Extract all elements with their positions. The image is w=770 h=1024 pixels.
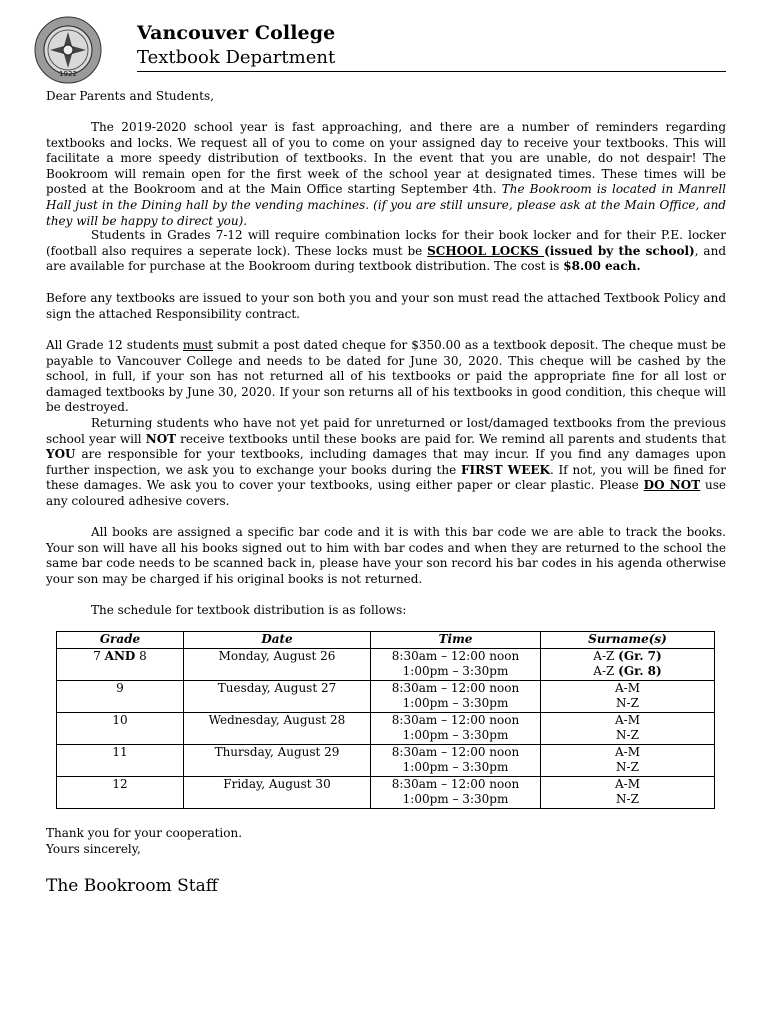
surname-grade: (Gr. 7) (618, 648, 662, 663)
time-afternoon: 1:00pm – 3:30pm (402, 760, 509, 774)
school-name: Vancouver College (137, 22, 336, 44)
time-cell (371, 744, 541, 776)
paragraph-5 (46, 416, 726, 510)
paragraph-4 (46, 338, 726, 416)
seal-year: 1922 (59, 70, 77, 78)
paragraph-6: All books are assigned a specific bar code and it is with this bar code we are able to track the books. Your son will have all his books signed out to him with bar codes and when they are returned to the school the same bar code needs to be scanned back in, please have your son record his bar codes in his agenda otherwise your son may be charged if his original books is not returned. (46, 525, 726, 586)
header-time: Time (371, 632, 541, 649)
p5-text-i: use any coloured adhesive covers. (46, 478, 727, 508)
signoff (46, 825, 242, 857)
p2-text-d: , and are available for purchase at the Bookroom during textbook distribution. The cost is (46, 243, 727, 274)
header-grade: Grade (57, 632, 184, 649)
paragraph-3: Before any textbooks are issued to your son both you and your son must read the attached Textbook Policy and sign the attached Responsibility contract. (46, 291, 726, 321)
time-afternoon: 1:00pm – 3:30pm (402, 664, 509, 678)
yours-line: Yours sincerely, (46, 842, 141, 856)
surname-line-2: N-Z (616, 728, 639, 742)
distribution-schedule-table (56, 631, 715, 809)
time-morning: 8:30am – 12:00 noon (391, 648, 520, 663)
p2-school-locks: SCHOOL LOCKS (427, 243, 545, 258)
time-cell (371, 712, 541, 744)
time-cell (371, 776, 541, 808)
header-date: Date (184, 632, 371, 649)
p4-text-a: All Grade 12 students (46, 338, 183, 352)
p2-text-a: Students in Grades 7-12 will require combination locks for their book locker and for their P.E. locker (football also requires a seperate lock). These locks must be (46, 228, 726, 258)
grade-cell (57, 648, 184, 680)
p5-text-a: Returning students who have not yet paid for unreturned or lost/damaged textbooks from the previous school year will (46, 416, 726, 446)
table-row (57, 648, 715, 680)
date-cell: Friday, August 30 (184, 776, 371, 808)
table-header-row (57, 632, 715, 649)
p5-text-e: are responsible for your textbooks, including damages that may incur. If you find any damages upon further inspection, we ask you to exchange your books during the (46, 447, 726, 477)
surname-range: A-Z (593, 648, 619, 663)
date-cell: Monday, August 26 (184, 648, 371, 680)
surname-line-1: A-M (614, 776, 640, 791)
surname-range: A-Z (593, 664, 619, 678)
date-cell: Tuesday, August 27 (184, 680, 371, 712)
surname-line-1 (543, 649, 712, 665)
paragraph-2 (46, 228, 726, 275)
surname-line-2 (543, 664, 712, 680)
time-afternoon: 1:00pm – 3:30pm (402, 696, 509, 710)
surname-cell (541, 744, 715, 776)
surname-line-1: A-M (614, 712, 640, 727)
time-morning: 8:30am – 12:00 noon (391, 776, 520, 791)
surname-cell (541, 712, 715, 744)
school-seal-icon (34, 16, 102, 84)
surname-line-1: A-M (614, 744, 640, 759)
time-cell (371, 648, 541, 680)
grade-cell: 12 (57, 776, 184, 808)
time-cell (371, 680, 541, 712)
surname-cell (541, 680, 715, 712)
surname-grade: (Gr. 8) (618, 664, 662, 678)
header-surnames: Surname(s) (541, 632, 715, 649)
header-rule (137, 71, 726, 72)
p4-text-c: submit a post dated cheque for $350.00 as a textbook deposit. The cheque must be payable to Vancouver College and needs to be dated for June 30, 2020. This cheque will be cashed by the school, in full, if your son has not returned all of his textbooks or paid the appropriate fine for all lost or damaged textbooks by June 30, 2020. If your son returns all of his textbooks in good condition, this cheque will be destroyed. (46, 338, 726, 415)
grade-8: 8 (135, 648, 147, 663)
surname-line-2: N-Z (616, 760, 639, 774)
p5-first-week: FIRST WEEK (460, 462, 550, 477)
grade-cell: 11 (57, 744, 184, 776)
surname-line-2: N-Z (616, 792, 639, 806)
p1-italic: The Bookroom is located in Manrell Hall just in the Dining hall by the vending machines. (if you are still unsure, please ask at the Main Office, and they will be happy to direct you). (46, 182, 726, 228)
date-cell: Thursday, August 29 (184, 744, 371, 776)
time-morning: 8:30am – 12:00 noon (391, 712, 520, 727)
time-afternoon: 1:00pm – 3:30pm (402, 728, 509, 742)
p5-not: NOT (145, 431, 177, 446)
p1-text: The 2019-2020 school year is fast approaching, and there are a number of reminders regarding textbooks and locks. We request all of you to come on your assigned day to receive your textbooks. This will facilitate a more speedy distribution of textbooks. In the event that you are unable, do not despair! The Bookroom will remain open for the first week of the school year at designated times. These times will be posted at the Bookroom and at the Main Office starting September 4th. (46, 120, 726, 197)
time-afternoon: 1:00pm – 3:30pm (402, 792, 509, 806)
grade-7: 7 (93, 648, 105, 663)
time-morning: 8:30am – 12:00 noon (391, 680, 520, 695)
p4-must: must (182, 338, 213, 352)
thanks-line: Thank you for your cooperation. (46, 826, 243, 840)
table-row (57, 712, 715, 744)
grade-cell: 10 (57, 712, 184, 744)
p5-text-g: . If not, you will be fined for these damages. We ask you to cover your textbooks, using either paper or clear plastic. Please (46, 462, 726, 493)
p5-you: YOU (46, 447, 76, 462)
time-morning: 8:30am – 12:00 noon (391, 744, 520, 759)
p5-do-not: DO NOT (643, 478, 701, 493)
p2-issued: (issued by the school) (544, 243, 695, 258)
surname-line-2: N-Z (616, 696, 639, 710)
department-name: Textbook Department (137, 47, 336, 68)
salutation: Dear Parents and Students, (46, 89, 214, 103)
grade-cell: 9 (57, 680, 184, 712)
p5-text-c: receive textbooks until these books are paid for. We remind all parents and students that (176, 431, 726, 446)
surname-line-1: A-M (614, 680, 640, 695)
schedule-intro: The schedule for textbook distribution is as follows: (91, 603, 407, 617)
p2-cost: $8.00 each. (563, 259, 641, 274)
signature: The Bookroom Staff (46, 876, 218, 896)
table-row (57, 744, 715, 776)
surname-cell (541, 648, 715, 680)
surname-cell (541, 776, 715, 808)
paragraph-1 (46, 120, 726, 229)
date-cell: Wednesday, August 28 (184, 712, 371, 744)
grade-and: AND (104, 648, 136, 663)
table-row (57, 680, 715, 712)
table-row (57, 776, 715, 808)
